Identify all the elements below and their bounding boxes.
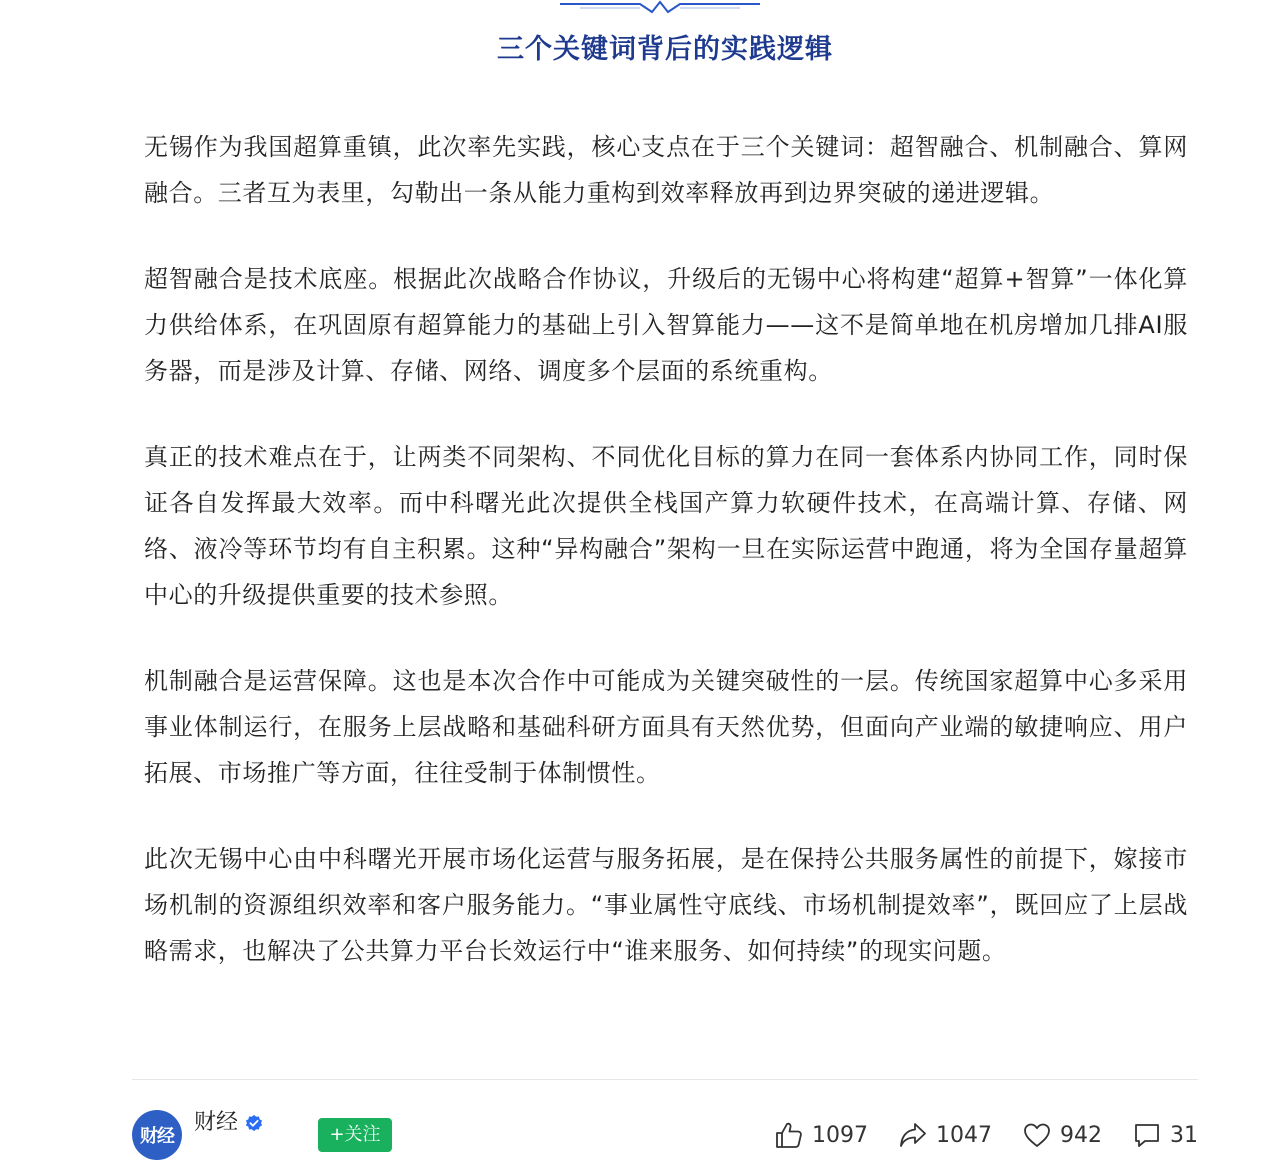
article-paragraph: 真正的技术难点在于，让两类不同架构、不同优化目标的算力在同一套体系内协同工作，同时保证各自发挥最大效率。而中科曙光此次提供全栈国产算力软硬件技术，在高端计算、存储、网络、液冷等环节均有自主积累。这种“异构融合”架构一旦在实际运营中跑通，将为全国存量超算中心的升级提供重要的技术参照。 xyxy=(144,443,1188,609)
thumbs-up-icon xyxy=(774,1120,804,1150)
author-name[interactable]: 财经 xyxy=(194,1110,239,1135)
comment-count: 31 xyxy=(1170,1122,1198,1148)
share-button[interactable] xyxy=(898,1120,992,1150)
like-count: 1097 xyxy=(812,1122,868,1148)
header-decoration xyxy=(0,0,1280,20)
article-paragraph: 超智融合是技术底座。根据此次战略合作协议，升级后的无锡中心将构建“超算+智算”一体化算力供给体系，在巩固原有超算能力的基础上引入智算能力——这不是简单地在机房增加几排AI服务器，而是涉及计算、存储、网络、调度多个层面的系统重构。 xyxy=(144,265,1188,385)
author-avatar[interactable] xyxy=(132,1110,182,1160)
avatar-logo-text: 财经 xyxy=(140,1126,174,1147)
like-button[interactable] xyxy=(774,1120,868,1150)
follow-button[interactable]: +关注 xyxy=(318,1118,392,1152)
section-title: 三个关键词背后的实践逻辑 xyxy=(497,34,833,65)
article-body xyxy=(144,124,1188,1014)
verified-badge-icon xyxy=(245,1114,263,1132)
article-paragraph: 机制融合是运营保障。这也是本次合作中可能成为关键突破性的一层。传统国家超算中心多采用事业体制运行，在服务上层战略和基础科研方面具有天然优势，但面向产业端的敏捷响应、用户拓展、市场推广等方面，往往受制于体制惯性。 xyxy=(144,667,1188,787)
engagement-stats xyxy=(744,1118,1198,1152)
comment-button[interactable] xyxy=(1132,1120,1198,1150)
favorite-count: 942 xyxy=(1060,1122,1102,1148)
share-arrow-icon xyxy=(898,1120,928,1150)
comment-bubble-icon xyxy=(1132,1120,1162,1150)
footer-divider xyxy=(132,1079,1198,1080)
heart-icon xyxy=(1022,1120,1052,1150)
article-paragraph: 无锡作为我国超算重镇，此次率先实践，核心支点在于三个关键词：超智融合、机制融合、算网融合。三者互为表里，勾勒出一条从能力重构到效率释放再到边界突破的递进逻辑。 xyxy=(144,133,1188,207)
article-paragraph: 此次无锡中心由中科曙光开展市场化运营与服务拓展，是在保持公共服务属性的前提下，嫁接市场机制的资源组织效率和客户服务能力。“事业属性守底线、市场机制提效率”，既回应了上层战略需求，也解决了公共算力平台长效运行中“谁来服务、如何持续”的现实问题。 xyxy=(144,845,1188,965)
share-count: 1047 xyxy=(936,1122,992,1148)
favorite-button[interactable] xyxy=(1022,1120,1102,1150)
article-footer xyxy=(132,1090,1198,1174)
